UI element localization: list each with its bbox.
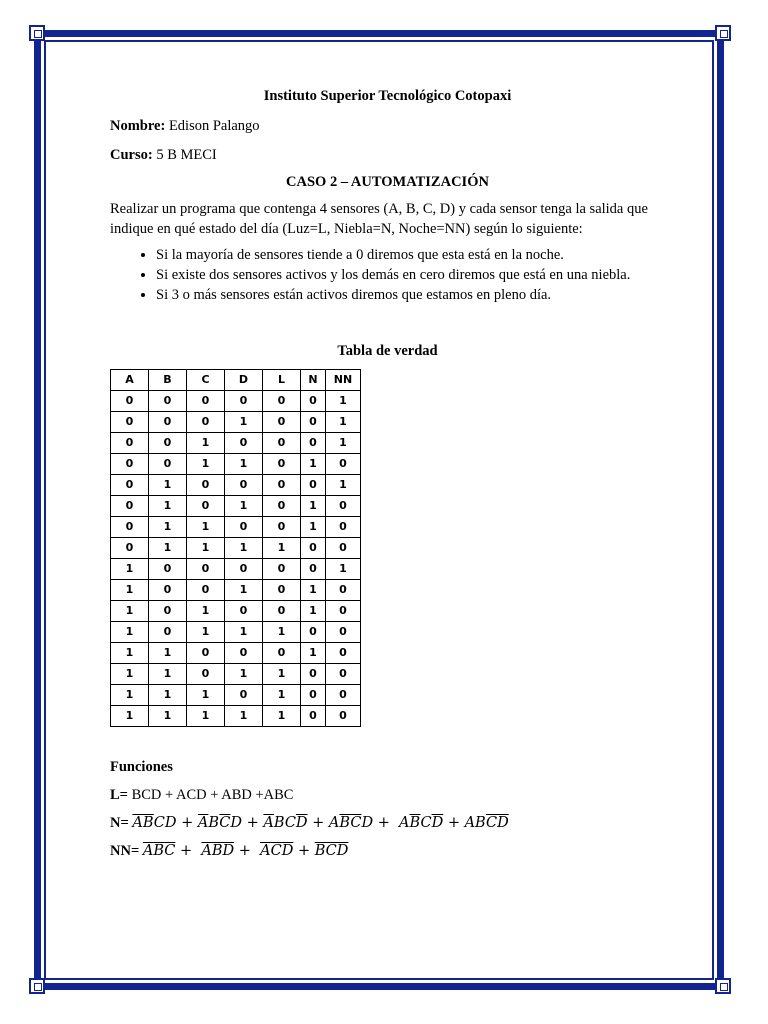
function-nn-expression: $\overline{A}\overline{B}\overline{C} + \overline{A}\overline{B}\overline{D} + \overline{A}\overline{C}\overline{D} + \overline{BCD}$: [142, 843, 349, 859]
table-cell: 1: [225, 496, 263, 517]
course-label: Curso:: [110, 147, 153, 163]
table-cell: 1: [225, 538, 263, 559]
list-item: • Si existe dos sensores activos y los demás en cero diremos que está en una niebla.: [156, 265, 665, 285]
table-row: [111, 412, 361, 433]
table-cell: 1: [187, 601, 225, 622]
institute-title: Instituto Superior Tecnológico Cotopaxi: [263, 88, 512, 104]
table-cell: 0: [111, 391, 149, 412]
table-cell: 1: [187, 538, 225, 559]
table-cell: 1: [111, 706, 149, 727]
table-cell: 1: [225, 622, 263, 643]
table-cell: 0: [187, 496, 225, 517]
table-cell: 0: [326, 454, 361, 475]
table-cell: 0: [326, 664, 361, 685]
table-cell: 0: [149, 601, 187, 622]
table-cell: 0: [326, 580, 361, 601]
conditions-list: [110, 245, 665, 305]
table-cell: 0: [301, 685, 326, 706]
table-cell: 0: [301, 559, 326, 580]
table-cell: 1: [263, 706, 301, 727]
table-cell: 0: [263, 454, 301, 475]
case-title: CASO 2 – AUTOMATIZACIÓN: [286, 174, 489, 190]
table-cell: 0: [149, 580, 187, 601]
table-cell: 0: [225, 475, 263, 496]
table-row: [111, 643, 361, 664]
table-cell: 0: [111, 433, 149, 454]
function-nn-label: NN=: [110, 843, 140, 859]
table-cell: 1: [111, 664, 149, 685]
table-cell: 1: [111, 559, 149, 580]
function-nn: [110, 841, 665, 861]
table-cell: 0: [187, 412, 225, 433]
table-cell: 0: [263, 412, 301, 433]
table-header-row: [111, 370, 361, 391]
intro-paragraph: Realizar un programa que contenga 4 sensores (A, B, C, D) y cada sensor tenga la salida que indique en qué estado del día (Luz=L, Niebla=N, Noche=NN) según lo siguiente:: [110, 201, 648, 237]
name-row: [110, 116, 665, 136]
table-cell: 0: [225, 685, 263, 706]
truth-table: [110, 369, 361, 727]
table-row: [111, 496, 361, 517]
table-cell: 1: [111, 685, 149, 706]
table-cell: 1: [301, 454, 326, 475]
table-cell: 1: [187, 433, 225, 454]
table-cell: 0: [111, 517, 149, 538]
table-cell: 0: [225, 643, 263, 664]
table-cell: 1: [187, 706, 225, 727]
table-cell: 0: [326, 643, 361, 664]
table-cell: 1: [326, 433, 361, 454]
table-cell: 0: [187, 580, 225, 601]
list-item: • Si 3 o más sensores están activos diremos que estamos en pleno día.: [156, 285, 665, 305]
table-cell: 1: [187, 517, 225, 538]
table-cell: 1: [263, 664, 301, 685]
function-n-expression: $\overline{A}\overline{B}CD + \overline{A}B\overline{C}D + \overline{A}BC\overline{D} + A\overline{B}\overline{C}D + A\overline{B}C\overline{D} + AB\overline{CD}$: [132, 815, 509, 831]
table-cell: 0: [301, 538, 326, 559]
document-body: [110, 84, 665, 861]
table-cell: 1: [149, 664, 187, 685]
table-cell: 1: [111, 580, 149, 601]
table-cell: 0: [326, 601, 361, 622]
table-cell: 0: [111, 475, 149, 496]
table-cell: 0: [149, 391, 187, 412]
name-value: Edison Palango: [168, 118, 260, 134]
table-row: [111, 601, 361, 622]
table-cell: 0: [263, 580, 301, 601]
table-cell: 1: [225, 580, 263, 601]
column-header: L: [263, 370, 301, 391]
table-cell: 0: [301, 622, 326, 643]
table-row: [111, 433, 361, 454]
table-cell: 1: [111, 643, 149, 664]
table-cell: 0: [111, 412, 149, 433]
table-row: [111, 475, 361, 496]
truth-table-title: Tabla de verdad: [337, 343, 438, 359]
name-label: Nombre:: [110, 118, 166, 134]
table-cell: 1: [301, 496, 326, 517]
table-cell: 0: [111, 538, 149, 559]
table-cell: 0: [263, 601, 301, 622]
table-row: [111, 706, 361, 727]
table-cell: 0: [225, 391, 263, 412]
table-cell: 0: [263, 433, 301, 454]
table-cell: 0: [326, 538, 361, 559]
table-cell: 1: [187, 454, 225, 475]
table-cell: 0: [263, 391, 301, 412]
table-cell: 0: [301, 433, 326, 454]
functions-title: Funciones: [110, 759, 173, 775]
table-cell: 0: [326, 517, 361, 538]
table-cell: 0: [149, 454, 187, 475]
table-cell: 1: [301, 643, 326, 664]
table-row: [111, 580, 361, 601]
table-cell: 1: [301, 601, 326, 622]
table-cell: 0: [149, 559, 187, 580]
table-cell: 1: [326, 475, 361, 496]
table-cell: 0: [263, 643, 301, 664]
column-header: B: [149, 370, 187, 391]
table-cell: 1: [301, 517, 326, 538]
table-row: [111, 664, 361, 685]
table-cell: 1: [111, 622, 149, 643]
table-cell: 1: [225, 664, 263, 685]
function-n: [110, 813, 665, 833]
table-cell: 1: [111, 601, 149, 622]
column-header: D: [225, 370, 263, 391]
corner-ornament-top-right: [715, 25, 731, 41]
table-cell: 1: [187, 685, 225, 706]
column-header: A: [111, 370, 149, 391]
table-cell: 1: [149, 643, 187, 664]
table-cell: 1: [149, 706, 187, 727]
table-cell: 0: [326, 706, 361, 727]
table-cell: 0: [111, 454, 149, 475]
table-cell: 0: [187, 643, 225, 664]
table-cell: 1: [326, 391, 361, 412]
table-cell: 0: [326, 685, 361, 706]
corner-ornament-bottom-right: [715, 978, 731, 994]
column-header: NN: [326, 370, 361, 391]
table-cell: 0: [301, 706, 326, 727]
list-item: • Si la mayoría de sensores tiende a 0 diremos que esta está en la noche.: [156, 245, 665, 265]
table-cell: 1: [263, 685, 301, 706]
course-value: 5 B MECI: [156, 147, 217, 163]
course-row: [110, 145, 665, 165]
table-row: [111, 559, 361, 580]
table-cell: 1: [263, 538, 301, 559]
table-cell: 0: [301, 412, 326, 433]
table-cell: 0: [225, 433, 263, 454]
table-cell: 0: [301, 475, 326, 496]
truth-table-body: [111, 391, 361, 727]
table-cell: 1: [326, 412, 361, 433]
table-row: [111, 454, 361, 475]
table-cell: 1: [225, 706, 263, 727]
table-cell: 1: [149, 475, 187, 496]
table-cell: 1: [149, 496, 187, 517]
table-cell: 0: [187, 664, 225, 685]
table-cell: 1: [326, 559, 361, 580]
table-cell: 1: [187, 622, 225, 643]
table-cell: 0: [187, 391, 225, 412]
table-cell: 0: [326, 622, 361, 643]
table-cell: 1: [225, 454, 263, 475]
table-cell: 1: [225, 412, 263, 433]
table-cell: 0: [111, 496, 149, 517]
table-cell: 0: [263, 559, 301, 580]
table-row: [111, 622, 361, 643]
table-cell: 0: [225, 601, 263, 622]
table-cell: 1: [149, 517, 187, 538]
table-cell: 0: [263, 475, 301, 496]
column-header: C: [187, 370, 225, 391]
table-row: [111, 538, 361, 559]
function-l: [110, 785, 665, 805]
table-cell: 0: [263, 517, 301, 538]
table-row: [111, 685, 361, 706]
table-cell: 0: [301, 664, 326, 685]
table-cell: 0: [263, 496, 301, 517]
column-header: N: [301, 370, 326, 391]
table-cell: 1: [149, 685, 187, 706]
table-row: [111, 517, 361, 538]
table-cell: 0: [225, 559, 263, 580]
table-cell: 1: [263, 622, 301, 643]
function-l-label: L=: [110, 787, 128, 803]
table-cell: 0: [187, 559, 225, 580]
table-cell: 1: [301, 580, 326, 601]
table-cell: 0: [149, 412, 187, 433]
table-row: [111, 391, 361, 412]
function-l-expression: BCD + ACD + ABD +ABC: [131, 787, 294, 803]
table-cell: 0: [301, 391, 326, 412]
table-cell: 1: [149, 538, 187, 559]
table-cell: 0: [326, 496, 361, 517]
table-cell: 0: [149, 433, 187, 454]
table-cell: 0: [187, 475, 225, 496]
table-cell: 0: [225, 517, 263, 538]
corner-ornament-top-left: [29, 25, 45, 41]
corner-ornament-bottom-left: [29, 978, 45, 994]
function-n-label: N=: [110, 815, 129, 831]
table-cell: 0: [149, 622, 187, 643]
